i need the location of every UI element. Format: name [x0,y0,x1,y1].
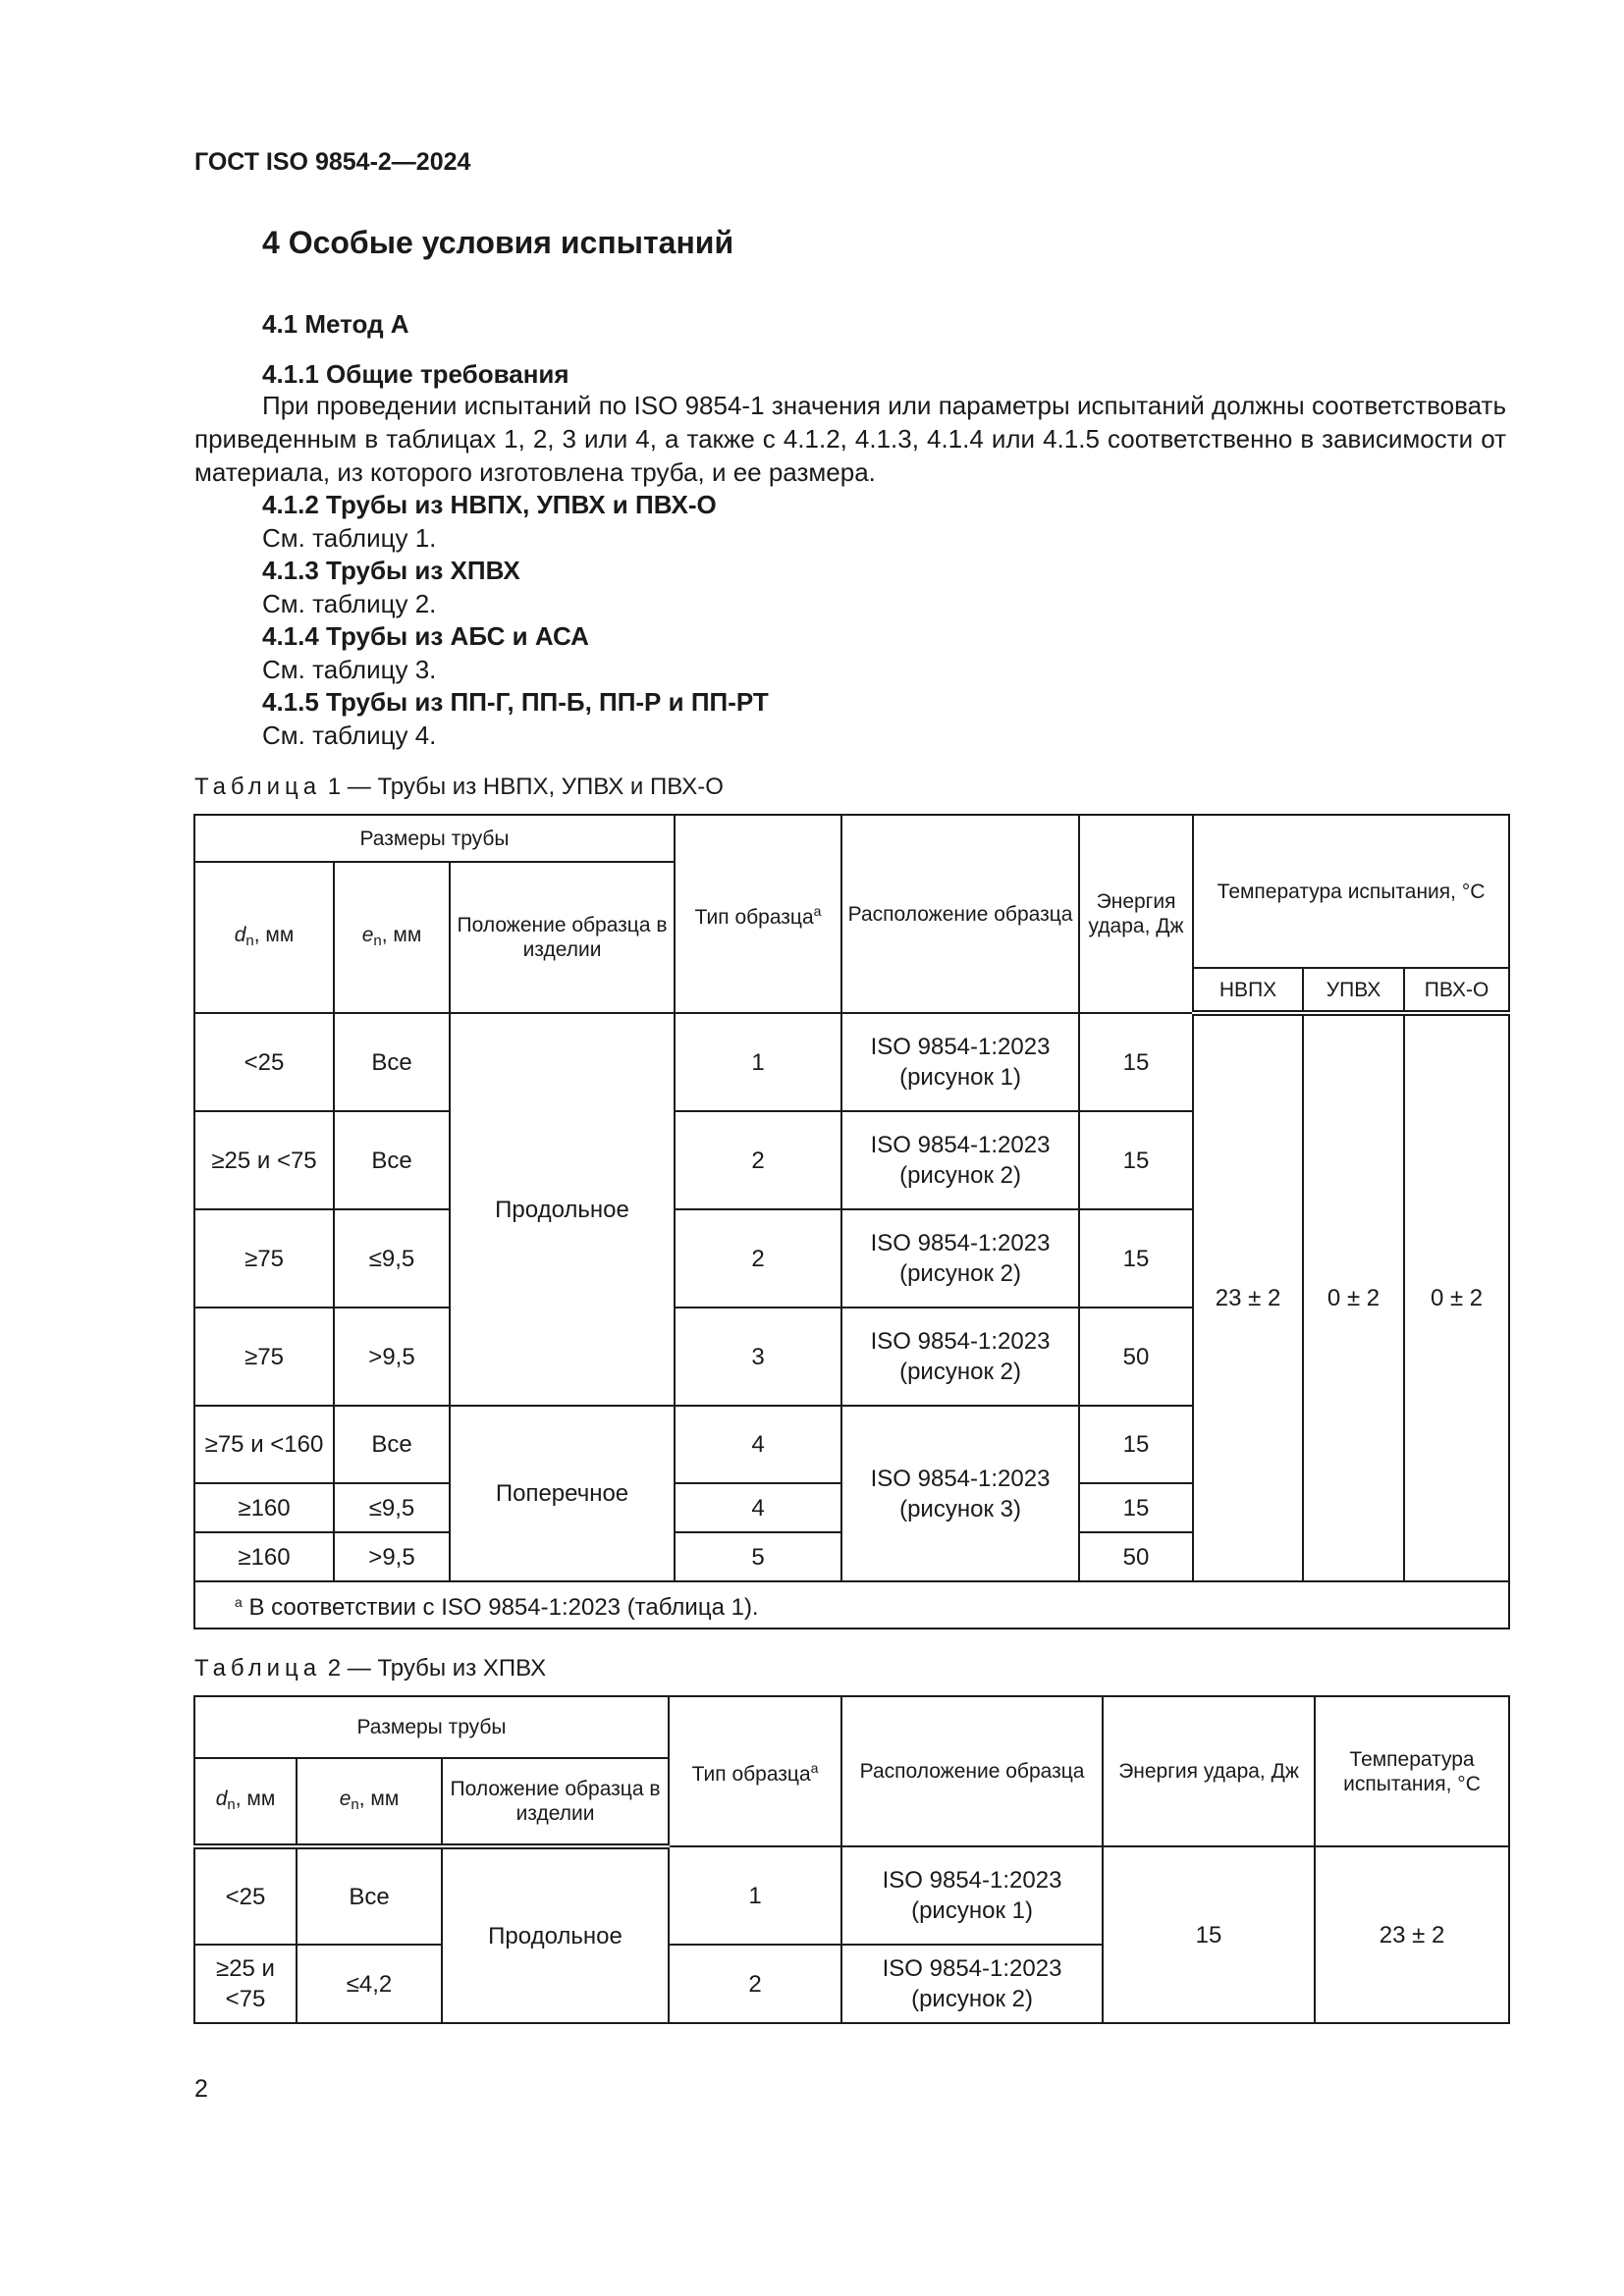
cell-position-transverse: Поперечное [450,1406,675,1581]
cell-location-merged: ISO 9854-1:2023 (рисунок 3) [841,1406,1079,1581]
cell-dn: ≥160 [194,1483,334,1532]
section-title: 4 Особые условия испытаний [262,225,734,260]
cell-type: 4 [675,1406,841,1483]
cell-type: 1 [669,1846,841,1945]
cell-en: ≤9,5 [334,1209,450,1308]
table1-caption-label: Таблица [194,774,322,800]
cell-type: 2 [669,1945,841,2023]
cell-temp-nvph: 23 ± 2 [1193,1013,1303,1581]
table1-header-temp-pvho: ПВХ-О [1404,968,1509,1013]
table2-caption-text: 2 — Трубы из ХПВХ [327,1655,547,1682]
cell-temp-upvh: 0 ± 2 [1303,1013,1404,1581]
cell-energy: 15 [1079,1209,1193,1308]
cell-energy: 15 [1079,1111,1193,1209]
cell-dn: <25 [194,1846,297,1945]
cell-energy: 15 [1079,1406,1193,1483]
cell-location: ISO 9854-1:2023 (рисунок 2) [841,1209,1079,1308]
item-4-1-3-text: См. таблицу 2. [262,589,437,618]
cell-dn: ≥75 [194,1308,334,1406]
cell-type: 3 [675,1308,841,1406]
item-4-1-5-title: 4.1.5 Трубы из ПП-Г, ПП-Б, ПП-Р и ПП-РТ [262,687,769,717]
cell-dn: <25 [194,1013,334,1111]
cell-en: ≤9,5 [334,1483,450,1532]
table2-caption-label: Таблица [194,1655,322,1682]
cell-energy: 15 [1103,1846,1315,2023]
cell-en: Все [334,1111,450,1209]
table1-header-position: Положение образца в изделии [450,862,675,1013]
cell-type: 4 [675,1483,841,1532]
table1 [193,814,1510,1629]
table1-header-pipe-size: Размеры трубы [194,815,675,862]
cell-en: ≤4,2 [297,1945,442,2023]
cell-dn: ≥25 и <75 [194,1111,334,1209]
item-4-1-4-text: См. таблицу 3. [262,655,437,684]
item-4-1-4-title: 4.1.4 Трубы из АБС и АСА [262,621,589,651]
cell-type: 1 [675,1013,841,1111]
table2-header-location: Расположение образца [841,1696,1103,1846]
cell-en: >9,5 [334,1532,450,1581]
cell-dn: ≥160 [194,1532,334,1581]
cell-location: ISO 9854-1:2023 (рисунок 1) [841,1846,1103,1945]
table-row [194,1846,1509,1945]
table1-caption-text: 1 — Трубы из НВПХ, УПВХ и ПВХ-О [327,774,724,800]
cell-en: Все [297,1846,442,1945]
cell-position-longitudinal: Продольное [450,1013,675,1406]
cell-location: ISO 9854-1:2023 (рисунок 1) [841,1013,1079,1111]
table2-header-impact-energy: Энергия удара, Дж [1103,1696,1315,1846]
cell-en: Все [334,1406,450,1483]
item-4-1-1-title: 4.1.1 Общие требования [262,359,569,389]
table1-header-temp-nvph: НВПХ [1193,968,1303,1013]
item-4-1-5-text: См. таблицу 4. [262,721,437,750]
cell-energy: 15 [1079,1483,1193,1532]
cell-position: Продольное [442,1846,669,2023]
cell-energy: 15 [1079,1013,1193,1111]
table2-header-sample-type: Тип образца$^a$ [669,1696,841,1846]
table1-header-en: $e_n$, мм [334,862,450,1013]
table2-header-dn: $d_n$, мм [194,1758,297,1846]
table1-header-location: Расположение образца [841,815,1079,1013]
table2-header-test-temp: Температура испытания, °С [1315,1696,1509,1846]
cell-location: ISO 9854-1:2023 (рисунок 2) [841,1945,1103,2023]
cell-temp-pvho: 0 ± 2 [1404,1013,1509,1581]
cell-type: 2 [675,1111,841,1209]
table-row [194,1013,1509,1111]
page-number: 2 [194,2075,208,2103]
table1-header-sample-type: Тип образца$^a$ [675,815,841,1013]
table1-header-impact-energy: Энергия удара, Дж [1079,815,1193,1013]
cell-energy: 50 [1079,1308,1193,1406]
item-4-1-2-title: 4.1.2 Трубы из НВПХ, УПВХ и ПВХ-О [262,490,717,519]
table1-header-temp-upvh: УПВХ [1303,968,1404,1013]
cell-dn: ≥75 [194,1209,334,1308]
cell-type: 2 [675,1209,841,1308]
cell-en: >9,5 [334,1308,450,1406]
cell-type: 5 [675,1532,841,1581]
table2-header-en: $e_n$, мм [297,1758,442,1846]
cell-location: ISO 9854-1:2023 (рисунок 2) [841,1308,1079,1406]
cell-dn: ≥25 и <75 [194,1945,297,2023]
table2-caption [194,1655,546,1682]
table2-header-pipe-size: Размеры трубы [194,1696,669,1758]
table1-header-test-temp: Температура испытания, °С [1193,815,1509,968]
document-id: ГОСТ ISO 9854-2—2024 [194,148,471,176]
cell-energy: 50 [1079,1532,1193,1581]
subsection-title: 4.1 Метод А [262,309,409,339]
table2 [193,1695,1510,2024]
table1-footnote: $^a$ В соответствии с ISO 9854-1:2023 (таблица 1). [194,1581,1509,1629]
item-4-1-1-text: При проведении испытаний по ISO 9854-1 значения или параметры испытаний должны соответствовать приведенным в таблицах 1, 2, 3 или 4, а также с 4.1.2, 4.1.3, 4.1.4 или 4.1.5 соответственно в зависимости от материала, из которого изготовлена труба, и ее размера. [194,391,1506,487]
table2-header-position: Положение образца в изделии [442,1758,669,1846]
cell-location: ISO 9854-1:2023 (рисунок 2) [841,1111,1079,1209]
cell-dn: ≥75 и <160 [194,1406,334,1483]
cell-en: Все [334,1013,450,1111]
cell-temp: 23 ± 2 [1315,1846,1509,2023]
table1-header-dn: $d_n$, мм [194,862,334,1013]
item-4-1-2-text: См. таблицу 1. [262,523,437,553]
table1-caption [194,774,724,801]
item-4-1-3-title: 4.1.3 Трубы из ХПВХ [262,556,520,585]
